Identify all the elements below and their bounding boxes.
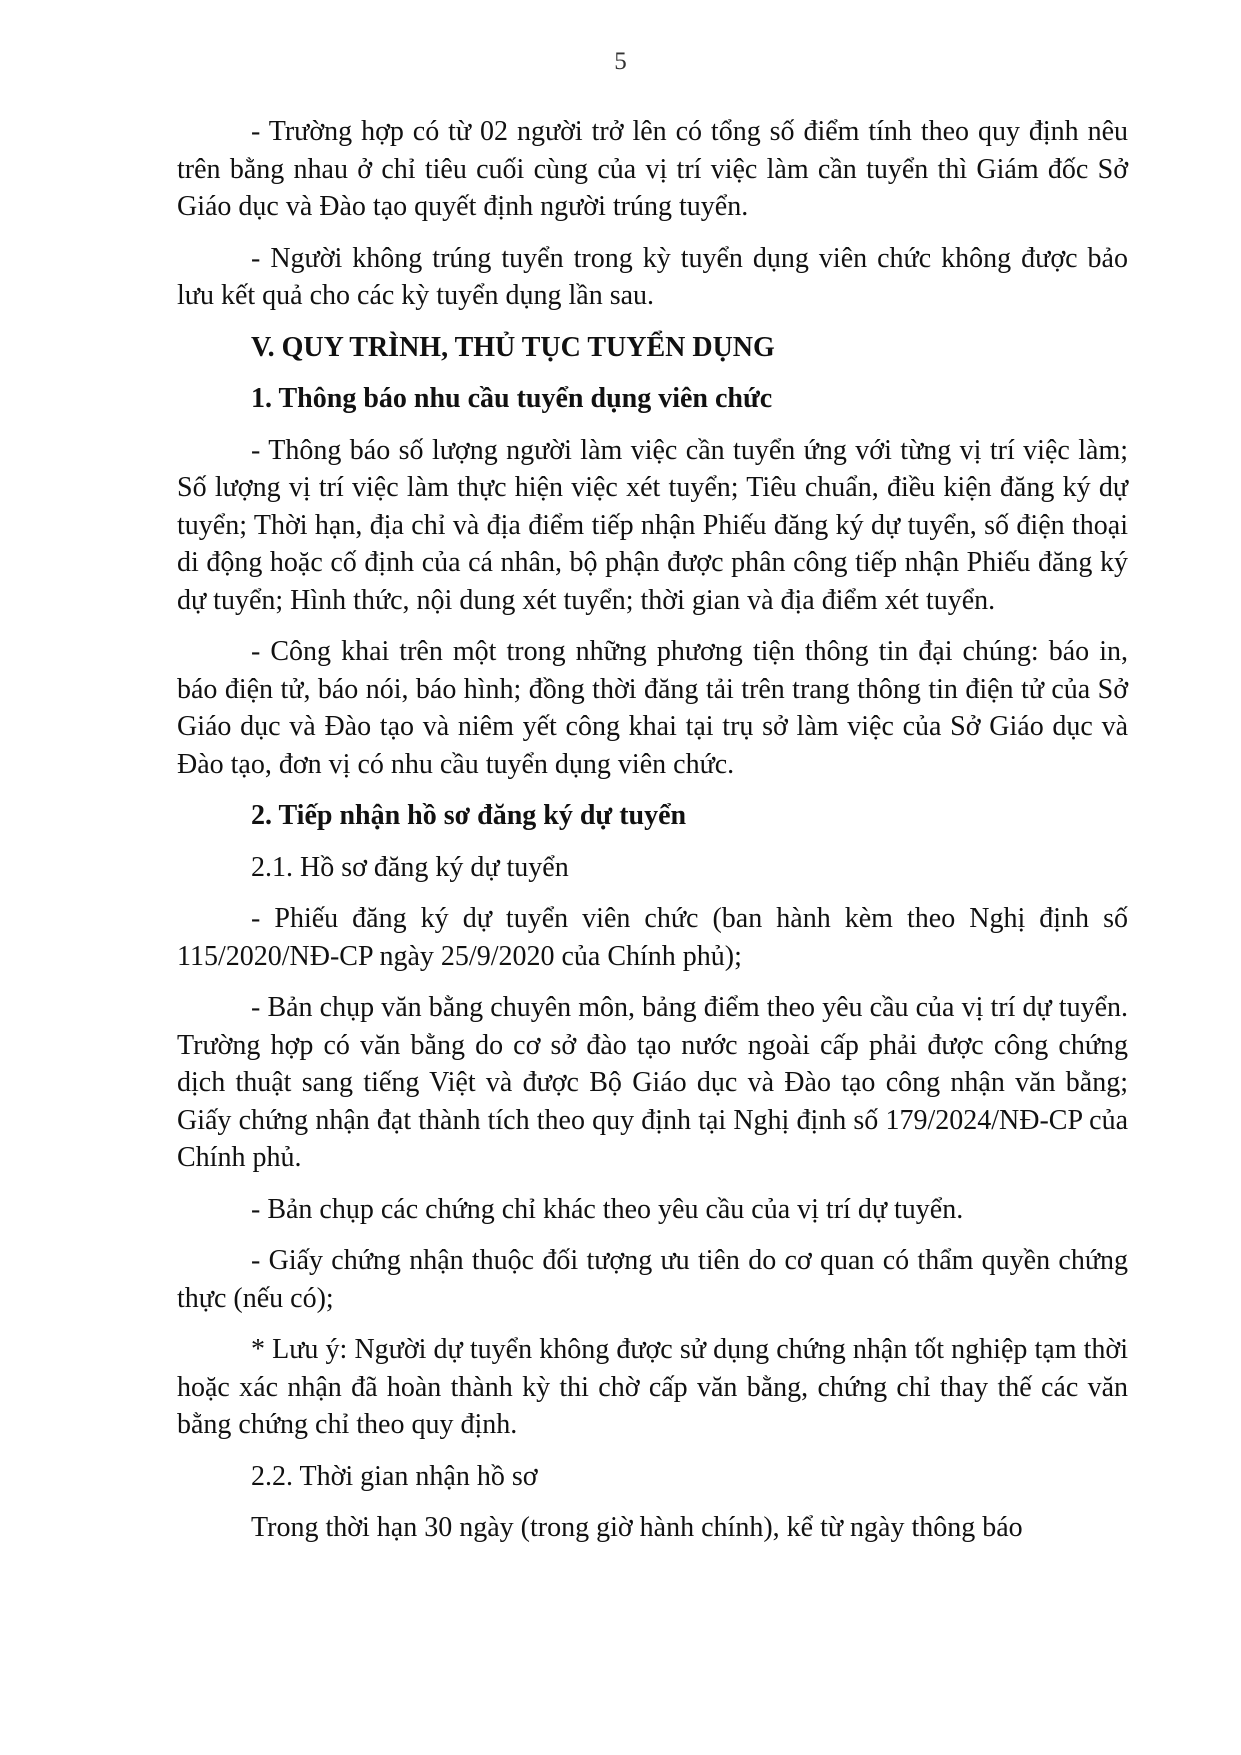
paragraph-tie-rule: - Trường hợp có từ 02 người trở lên có tổng số điểm tính theo quy định nêu trên bằng nhau ở chỉ tiêu cuối cùng của vị trí việc làm cần tuyển thì Giám đốc Sở Giáo dục và Đào tạo quyết định người trúng tuyển. <box>177 116 1128 222</box>
section-heading-1: 1. Thông báo nhu cầu tuyển dụng viên chức <box>251 383 773 414</box>
paragraph-announcement-content: - Thông báo số lượng người làm việc cần tuyển ứng với từng vị trí việc làm; Số lượng vị trí việc làm thực hiện việc xét tuyển; Tiêu chuẩn, điều kiện đăng ký dự tuyển; Thời hạn, địa chỉ và địa điểm tiếp nhận Phiếu đăng ký dự tuyển, số điện thoại di động hoặc cố định của cá nhân, bộ phận được phân công tiếp nhận Phiếu đăng ký dự tuyển; Hình thức, nội dung xét tuyển; thời gian và địa điểm xét tuyển. <box>177 434 1128 616</box>
paragraph-submission-period: Trong thời hạn 30 ngày (trong giờ hành chính), kể từ ngày thông báo <box>251 1512 1023 1543</box>
section-heading-2: 2. Tiếp nhận hồ sơ đăng ký dự tuyển <box>251 800 687 831</box>
paragraph-no-reservation: - Người không trúng tuyển trong kỳ tuyển dụng viên chức không được bảo lưu kết quả cho các kỳ tuyển dụng lần sau. <box>177 242 1128 311</box>
paragraph-other-certificates: - Bản chụp các chứng chỉ khác theo yêu cầu của vị trí dự tuyển. <box>251 1193 964 1225</box>
document-body <box>177 113 1128 1561</box>
paragraph-public-disclosure: - Công khai trên một trong những phương tiện thông tin đại chúng: báo in, báo điện tử, báo nói, báo hình; đồng thời đăng tải trên trang thông tin điện tử của Sở Giáo dục và Đào tạo và niêm yết công khai tại trụ sở làm việc của Sở Giáo dục và Đào tạo, đơn vị có nhu cầu tuyển dụng viên chức. <box>177 636 1128 780</box>
paragraph-registration-form: - Phiếu đăng ký dự tuyển viên chức (ban hành kèm theo Nghị định số 115/2020/NĐ-CP ngày 25/9/2020 của Chính phủ); <box>177 903 1128 972</box>
paragraph-note: * Lưu ý: Người dự tuyển không được sử dụng chứng nhận tốt nghiệp tạm thời hoặc xác nhận đã hoàn thành kỳ thi chờ cấp văn bằng, chứng chỉ thay thế các văn bằng chứng chỉ theo quy định. <box>177 1334 1128 1440</box>
subsection-heading-2-2: 2.2. Thời gian nhận hồ sơ <box>251 1460 538 1492</box>
subsection-heading-2-1: 2.1. Hồ sơ đăng ký dự tuyển <box>251 851 569 883</box>
page-number: 5 <box>614 48 627 75</box>
paragraph-priority-certificate: - Giấy chứng nhận thuộc đối tượng ưu tiên do cơ quan có thẩm quyền chứng thực (nếu có); <box>177 1245 1128 1314</box>
section-heading-v: V. QUY TRÌNH, THỦ TỤC TUYỂN DỤNG <box>251 331 775 363</box>
paragraph-diploma-copies: - Bản chụp văn bằng chuyên môn, bảng điểm theo yêu cầu của vị trí dự tuyển. Trường hợp có văn bằng do cơ sở đào tạo nước ngoài cấp phải được công chứng dịch thuật sang tiếng Việt và được Bộ Giáo dục và Đào tạo công nhận văn bằng; Giấy chứng nhận đạt thành tích theo quy định tại Nghị định số 179/2024/NĐ-CP của Chính phủ. <box>177 992 1128 1173</box>
